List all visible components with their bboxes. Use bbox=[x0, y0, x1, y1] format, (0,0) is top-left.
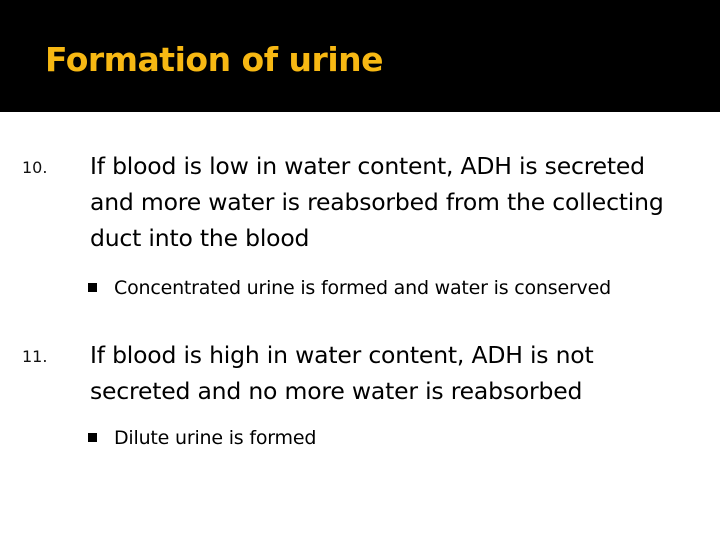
square-bullet-icon bbox=[88, 433, 97, 442]
title-bar bbox=[0, 0, 720, 112]
list-item-text: If blood is high in water content, ADH is not secreted and no more water is reabsorbed bbox=[90, 341, 594, 405]
sub-list-item-text: Dilute urine is formed bbox=[114, 427, 317, 449]
list-item-number: 11. bbox=[22, 347, 48, 366]
list-item-number: 10. bbox=[22, 158, 48, 177]
slide-title: Formation of urine bbox=[45, 40, 384, 79]
list-item-text: If blood is low in water content, ADH is secreted and more water is reabsorbed from the collecting duct into the blood bbox=[90, 152, 664, 252]
sub-list-item-text: Concentrated urine is formed and water is conserved bbox=[114, 277, 611, 299]
square-bullet-icon bbox=[88, 283, 97, 292]
